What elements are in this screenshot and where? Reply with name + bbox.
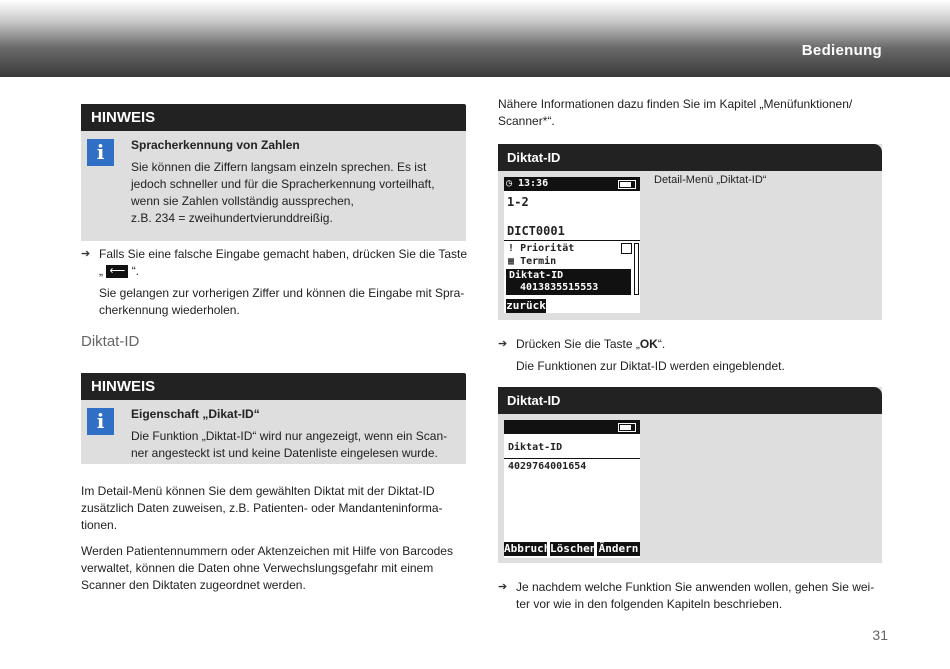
menu-item-label: Priorität: [520, 243, 575, 254]
arrow-right-icon: ➔: [498, 581, 508, 593]
status-bar: [504, 177, 640, 191]
paragraph-line: Scanner den Diktaten zugeordnet werden.: [81, 578, 306, 592]
hinweis-body: [81, 400, 466, 464]
quote-open: „: [99, 264, 103, 278]
intro-text: [498, 96, 888, 130]
step-text: ter vor wie in den folgenden Kapiteln beschrieben.: [516, 597, 783, 611]
checkbox-icon: [621, 243, 632, 254]
battery-icon: [618, 180, 636, 189]
ok-key-label: OK: [639, 337, 658, 351]
hinweis-line: ner angesteckt ist und keine Datenliste eingelesen wurde.: [131, 446, 438, 460]
battery-icon: [618, 423, 636, 432]
calendar-icon: ▦: [508, 256, 515, 267]
panel-heading: Diktat-ID: [498, 387, 882, 414]
panel-heading: Diktat-ID: [498, 144, 882, 171]
status-bar: [504, 420, 640, 434]
time: 13:36: [518, 178, 549, 189]
diktat-id-input[interactable]: 4029764001654: [508, 461, 587, 472]
paragraph-line: verwaltet, können die Daten ohne Verwechslungsgefahr mit einem: [81, 561, 434, 575]
paragraph-line: Werden Patientennummern oder Aktenzeichen mit Hilfe von Barcodes: [81, 544, 453, 558]
hinweis-line: wenn sie Zahlen vollständig aussprechen,: [131, 194, 354, 208]
step-wrong-input: [81, 246, 471, 319]
softkey-loeschen[interactable]: Löschen: [550, 542, 597, 555]
hinweis-box-dikat: [81, 373, 466, 464]
menu-item-termin[interactable]: [508, 256, 556, 267]
menu-item-label: Termin: [520, 256, 557, 267]
step-text-key: [99, 263, 471, 280]
exclamation-icon: !: [508, 243, 515, 254]
diktat-id-value: 4013835515553: [520, 282, 599, 293]
header-bar: [0, 0, 950, 77]
field-label: Diktat-ID: [508, 442, 563, 453]
back-arrow-key-icon: ⟵: [106, 265, 128, 278]
device-screen: [504, 177, 640, 313]
paragraph-barcodes: [81, 543, 471, 594]
menu-item-prioritaet[interactable]: [508, 243, 574, 254]
hinweis-box-numbers: [81, 104, 466, 241]
scrollbar[interactable]: [634, 243, 639, 295]
device-screen: [504, 420, 640, 558]
arrow-right-icon: ➔: [498, 338, 508, 350]
intro-line: Nähere Informationen dazu finden Sie im Kapitel „Menüfunktionen/: [498, 97, 853, 111]
step-text-prefix: Drücken Sie die Taste „: [516, 337, 640, 351]
screen-line-1: 1-2: [507, 195, 529, 209]
section-title: Diktat-ID: [81, 333, 140, 350]
intro-line: Scanner*“.: [498, 114, 555, 128]
clock-icon: ◷: [506, 178, 513, 189]
step-press-ok: [498, 336, 888, 375]
paragraph-detail-menu: [81, 483, 471, 534]
hinweis-line: Sie können die Ziffern langsam einzeln sprechen. Es ist: [131, 160, 427, 174]
paragraph-line: zusätzlich Daten zuweisen, z.B. Patienten- oder Mandanteninforma-: [81, 501, 443, 515]
panel-diktat-id-edit: [498, 387, 882, 563]
hinweis-heading: HINWEIS: [81, 104, 466, 131]
page-number: 31: [872, 627, 888, 643]
step-text-suffix: “.: [657, 337, 666, 351]
softkey-abbruch[interactable]: Abbruch: [504, 542, 551, 555]
step-text: Falls Sie eine falsche Eingabe gemacht haben, drücken Sie die Taste: [99, 247, 468, 261]
hinweis-line: Die Funktion „Diktat-ID“ wird nur angezeigt, wenn ein Scan-: [131, 429, 448, 443]
menu-item-diktat-id-selected[interactable]: [506, 269, 631, 295]
step-result: Die Funktionen zur Diktat-ID werden eingeblendet.: [516, 359, 785, 373]
screen-caption: Detail-Menü „Diktat-ID“: [654, 174, 767, 186]
step-text: [516, 336, 888, 353]
paragraph-line: Im Detail-Menü können Sie dem gewählten Diktat mit der Diktat-ID: [81, 484, 435, 498]
info-icon: i: [87, 139, 114, 166]
arrow-right-icon: ➔: [81, 248, 91, 260]
hinweis-line: jedoch schneller und für die Spracherkennung vorteilhaft,: [131, 177, 435, 191]
step-text: Je nachdem welche Funktion Sie anwenden wollen, gehen Sie wei-: [516, 580, 875, 594]
hinweis-heading: HINWEIS: [81, 373, 466, 400]
step-result: cherkennung wiederholen.: [99, 303, 240, 317]
screen-line-2: DICT0001: [507, 224, 565, 238]
menu-item-label: Diktat-ID: [509, 270, 564, 281]
softkey-aendern[interactable]: Ändern: [598, 542, 639, 555]
hinweis-line: z.B. 234 = zweihundertvierunddreißig.: [131, 211, 333, 225]
hinweis-subtitle: Eigenschaft „Dikat-ID“: [131, 407, 260, 421]
paragraph-line: tionen.: [81, 518, 118, 532]
quote-close: “.: [131, 264, 140, 278]
header-title: Bedienung: [801, 42, 882, 59]
step-result: Sie gelangen zur vorherigen Ziffer und können die Eingabe mit Spra-: [99, 286, 465, 300]
hinweis-body: [81, 131, 466, 241]
panel-diktat-id-menu: [498, 144, 882, 320]
info-icon: i: [87, 408, 114, 435]
softkey-zurueck[interactable]: zurück: [506, 299, 546, 312]
step-continue: [498, 579, 888, 613]
hinweis-subtitle: Spracherkennung von Zahlen: [131, 138, 300, 152]
